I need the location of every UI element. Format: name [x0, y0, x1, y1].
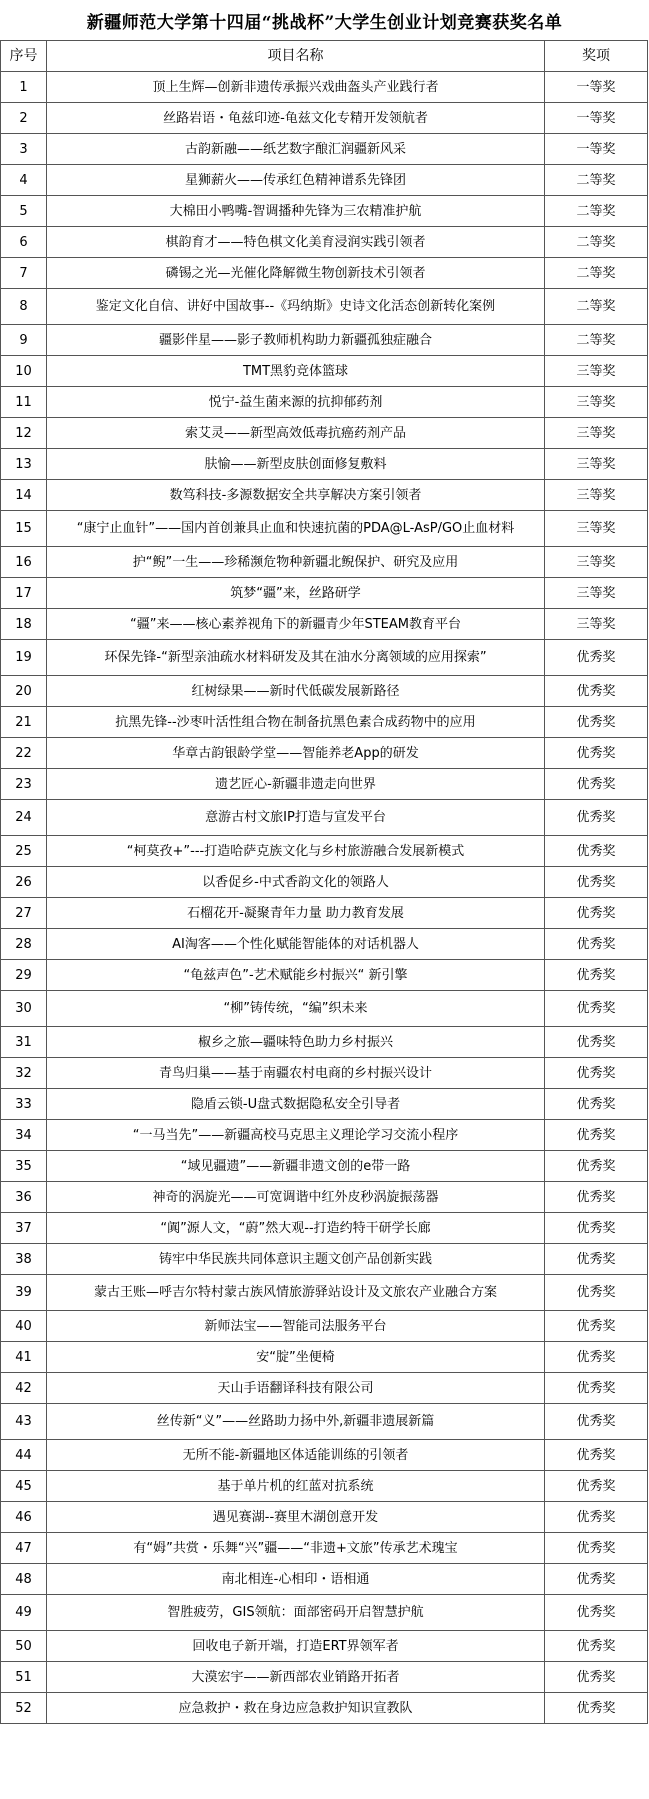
- table-row: [1, 707, 648, 738]
- row-number: 2: [1, 103, 47, 134]
- table-row: [1, 289, 648, 325]
- table-row: [1, 867, 648, 898]
- project-name: 神奇的涡旋光——可宽调谐中红外皮秒涡旋振荡器: [47, 1182, 545, 1213]
- table-row: [1, 1631, 648, 1662]
- table-row: [1, 1595, 648, 1631]
- project-name: 筑梦“疆”来，丝路研学: [47, 578, 545, 609]
- project-name: 天山手语翻译科技有限公司: [47, 1373, 545, 1404]
- row-number: 38: [1, 1244, 47, 1275]
- row-number: 34: [1, 1120, 47, 1151]
- table-row: [1, 418, 648, 449]
- project-name: “龟兹声色”-艺术赋能乡村振兴“ 新引擎: [47, 960, 545, 991]
- project-name: 索艾灵——新型高效低毒抗癌药剂产品: [47, 418, 545, 449]
- row-number: 16: [1, 547, 47, 578]
- row-number: 26: [1, 867, 47, 898]
- row-number: 9: [1, 325, 47, 356]
- award-level: 优秀奖: [545, 1213, 648, 1244]
- table-row: [1, 511, 648, 547]
- award-level: 优秀奖: [545, 898, 648, 929]
- project-name: 抗黑先锋--沙枣叶活性组合物在制备抗黑色素合成药物中的应用: [47, 707, 545, 738]
- project-name: “疆”来——核心素养视角下的新疆青少年STEAM教育平台: [47, 609, 545, 640]
- row-number: 31: [1, 1027, 47, 1058]
- table-row: [1, 578, 648, 609]
- award-level: 优秀奖: [545, 1373, 648, 1404]
- table-row: [1, 800, 648, 836]
- project-name: 有“姆”共赏・乐舞“兴”疆——“非遗+文旅”传承艺术瑰宝: [47, 1533, 545, 1564]
- award-level: 优秀奖: [545, 1342, 648, 1373]
- table-row: [1, 960, 648, 991]
- project-name: “一马当先”——新疆高校马克思主义理论学习交流小程序: [47, 1120, 545, 1151]
- row-number: 28: [1, 929, 47, 960]
- project-name: TMT黑豹竞体篮球: [47, 356, 545, 387]
- row-number: 27: [1, 898, 47, 929]
- table-row: [1, 609, 648, 640]
- table-row: [1, 449, 648, 480]
- row-number: 32: [1, 1058, 47, 1089]
- row-number: 3: [1, 134, 47, 165]
- award-level: 优秀奖: [545, 1693, 648, 1724]
- award-level: 优秀奖: [545, 1058, 648, 1089]
- award-level: 优秀奖: [545, 738, 648, 769]
- project-name: 遗艺匠心-新疆非遗走向世界: [47, 769, 545, 800]
- header-no: 序号: [1, 41, 47, 72]
- table-row: [1, 1502, 648, 1533]
- project-name: 大漠宏宇——新西部农业销路开拓者: [47, 1662, 545, 1693]
- project-name: 椒乡之旅—疆味特色助力乡村振兴: [47, 1027, 545, 1058]
- row-number: 7: [1, 258, 47, 289]
- row-number: 46: [1, 1502, 47, 1533]
- row-number: 25: [1, 836, 47, 867]
- row-number: 19: [1, 640, 47, 676]
- award-level: 三等奖: [545, 356, 648, 387]
- award-level: 优秀奖: [545, 867, 648, 898]
- table-row: [1, 1089, 648, 1120]
- project-name: 无所不能-新疆地区体适能训练的引领者: [47, 1440, 545, 1471]
- table-row: [1, 769, 648, 800]
- table-row: [1, 1373, 648, 1404]
- row-number: 14: [1, 480, 47, 511]
- row-number: 50: [1, 1631, 47, 1662]
- row-number: 22: [1, 738, 47, 769]
- table-row: [1, 1151, 648, 1182]
- table-row: [1, 547, 648, 578]
- award-level: 优秀奖: [545, 1244, 648, 1275]
- table-row: [1, 1027, 648, 1058]
- award-level: 二等奖: [545, 258, 648, 289]
- row-number: 44: [1, 1440, 47, 1471]
- row-number: 17: [1, 578, 47, 609]
- award-level: 三等奖: [545, 609, 648, 640]
- row-number: 47: [1, 1533, 47, 1564]
- row-number: 33: [1, 1089, 47, 1120]
- row-number: 43: [1, 1404, 47, 1440]
- award-level: 三等奖: [545, 511, 648, 547]
- row-number: 40: [1, 1311, 47, 1342]
- row-number: 11: [1, 387, 47, 418]
- project-name: “康宁止血针”——国内首创兼具止血和快速抗菌的PDA@L-AsP/GO止血材料: [47, 511, 545, 547]
- row-number: 49: [1, 1595, 47, 1631]
- award-level: 优秀奖: [545, 1440, 648, 1471]
- project-name: 铸牢中华民族共同体意识主题文创产品创新实践: [47, 1244, 545, 1275]
- row-number: 10: [1, 356, 47, 387]
- award-level: 优秀奖: [545, 960, 648, 991]
- table-row: [1, 929, 648, 960]
- award-level: 优秀奖: [545, 929, 648, 960]
- project-name: 丝传新“义”——丝路助力扬中外,新疆非遗展新篇: [47, 1404, 545, 1440]
- project-name: 新师法宝——智能司法服务平台: [47, 1311, 545, 1342]
- table-row: [1, 1471, 648, 1502]
- table-row: [1, 387, 648, 418]
- award-level: 优秀奖: [545, 1311, 648, 1342]
- table-row: [1, 325, 648, 356]
- table-row: [1, 356, 648, 387]
- table-row: [1, 1404, 648, 1440]
- table-row: [1, 836, 648, 867]
- row-number: 37: [1, 1213, 47, 1244]
- row-number: 52: [1, 1693, 47, 1724]
- project-name: 隐盾云锁-U盘式数据隐私安全引导者: [47, 1089, 545, 1120]
- table-row: [1, 1244, 648, 1275]
- project-name: 棋韵育才——特色棋文化美育浸润实践引领者: [47, 227, 545, 258]
- project-name: 丝路岩语・龟兹印迹-龟兹文化专精开发领航者: [47, 103, 545, 134]
- table-row: [1, 1662, 648, 1693]
- row-number: 23: [1, 769, 47, 800]
- table-row: [1, 72, 648, 103]
- row-number: 41: [1, 1342, 47, 1373]
- award-level: 优秀奖: [545, 1595, 648, 1631]
- award-level: 优秀奖: [545, 836, 648, 867]
- project-name: 大棉田小鸭嘴-智调播种先锋为三农精准护航: [47, 196, 545, 227]
- award-level: 三等奖: [545, 547, 648, 578]
- row-number: 6: [1, 227, 47, 258]
- row-number: 13: [1, 449, 47, 480]
- award-level: 优秀奖: [545, 1533, 648, 1564]
- row-number: 12: [1, 418, 47, 449]
- row-number: 30: [1, 991, 47, 1027]
- table-row: [1, 676, 648, 707]
- header-name: 项目名称: [47, 41, 545, 72]
- project-name: “柯莫孜+”---打造哈萨克族文化与乡村旅游融合发展新模式: [47, 836, 545, 867]
- project-name: 遇见赛湖--赛里木湖创意开发: [47, 1502, 545, 1533]
- award-level: 二等奖: [545, 325, 648, 356]
- table-row: [1, 738, 648, 769]
- table-row: [1, 227, 648, 258]
- table-row: [1, 991, 648, 1027]
- table-row: [1, 1275, 648, 1311]
- table-row: [1, 640, 648, 676]
- award-level: 一等奖: [545, 134, 648, 165]
- project-name: 蒙古王账—呼吉尔特村蒙古族风情旅游驿站设计及文旅农产业融合方案: [47, 1275, 545, 1311]
- award-level: 三等奖: [545, 387, 648, 418]
- award-level: 三等奖: [545, 480, 648, 511]
- row-number: 42: [1, 1373, 47, 1404]
- table-row: [1, 1213, 648, 1244]
- table-row: [1, 1533, 648, 1564]
- table-row: [1, 1564, 648, 1595]
- award-level: 优秀奖: [545, 676, 648, 707]
- award-level: 一等奖: [545, 103, 648, 134]
- project-name: 肤愉——新型皮肤创面修复敷料: [47, 449, 545, 480]
- award-level: 优秀奖: [545, 1120, 648, 1151]
- project-name: 意游古村文旅IP打造与宣发平台: [47, 800, 545, 836]
- award-level: 三等奖: [545, 578, 648, 609]
- award-level: 优秀奖: [545, 1182, 648, 1213]
- project-name: 以香促乡-中式香韵文化的领路人: [47, 867, 545, 898]
- row-number: 36: [1, 1182, 47, 1213]
- header-award: 奖项: [545, 41, 648, 72]
- project-name: 华章古韵银龄学堂——智能养老App的研发: [47, 738, 545, 769]
- project-name: 顶上生辉—创新非遗传承振兴戏曲盔头产业践行者: [47, 72, 545, 103]
- project-name: 南北相连-心相印・语相通: [47, 1564, 545, 1595]
- project-name: 石榴花开-凝聚青年力量 助力教育发展: [47, 898, 545, 929]
- award-level: 优秀奖: [545, 1404, 648, 1440]
- project-name: 星狮薪火——传承红色精神谱系先锋团: [47, 165, 545, 196]
- table-row: [1, 1311, 648, 1342]
- row-number: 4: [1, 165, 47, 196]
- table-header-row: [1, 41, 648, 72]
- project-name: 鉴定文化自信、讲好中国故事--《玛纳斯》史诗文化活态创新转化案例: [47, 289, 545, 325]
- project-name: 护“鲵”一生——珍稀濒危物种新疆北鲵保护、研究及应用: [47, 547, 545, 578]
- award-level: 优秀奖: [545, 640, 648, 676]
- table-row: [1, 1120, 648, 1151]
- row-number: 45: [1, 1471, 47, 1502]
- award-level: 优秀奖: [545, 1471, 648, 1502]
- award-level: 优秀奖: [545, 800, 648, 836]
- project-name: 基于单片机的红蓝对抗系统: [47, 1471, 545, 1502]
- table-row: [1, 258, 648, 289]
- award-level: 优秀奖: [545, 991, 648, 1027]
- row-number: 5: [1, 196, 47, 227]
- table-row: [1, 898, 648, 929]
- award-level: 一等奖: [545, 72, 648, 103]
- table-row: [1, 480, 648, 511]
- award-level: 优秀奖: [545, 1151, 648, 1182]
- document-title: 新疆师范大学第十四届“挑战杯”大学生创业计划竞赛获奖名单: [86, 12, 563, 33]
- award-level: 二等奖: [545, 227, 648, 258]
- award-level: 优秀奖: [545, 769, 648, 800]
- award-level: 优秀奖: [545, 707, 648, 738]
- table-row: [1, 196, 648, 227]
- project-name: 智胜疲劳，GIS领航：面部密码开启智慧护航: [47, 1595, 545, 1631]
- row-number: 15: [1, 511, 47, 547]
- table-row: [1, 103, 648, 134]
- project-name: 安“腚”坐便椅: [47, 1342, 545, 1373]
- row-number: 29: [1, 960, 47, 991]
- project-name: 数笃科技-多源数据安全共享解决方案引领者: [47, 480, 545, 511]
- project-name: 疆影伴星——影子教师机构助力新疆孤独症融合: [47, 325, 545, 356]
- award-level: 优秀奖: [545, 1089, 648, 1120]
- award-level: 二等奖: [545, 196, 648, 227]
- row-number: 39: [1, 1275, 47, 1311]
- row-number: 18: [1, 609, 47, 640]
- table-row: [1, 1342, 648, 1373]
- row-number: 48: [1, 1564, 47, 1595]
- award-level: 优秀奖: [545, 1275, 648, 1311]
- project-name: 磷锡之光—光催化降解微生物创新技术引领者: [47, 258, 545, 289]
- table-row: [1, 165, 648, 196]
- project-name: 环保先锋-“新型亲油疏水材料研发及其在油水分离领域的应用探索”: [47, 640, 545, 676]
- award-level: 二等奖: [545, 165, 648, 196]
- award-level: 二等奖: [545, 289, 648, 325]
- award-level: 优秀奖: [545, 1662, 648, 1693]
- row-number: 20: [1, 676, 47, 707]
- row-number: 1: [1, 72, 47, 103]
- row-number: 51: [1, 1662, 47, 1693]
- award-table: [0, 40, 648, 1724]
- project-name: 青鸟归巢——基于南疆农村电商的乡村振兴设计: [47, 1058, 545, 1089]
- table-row: [1, 1693, 648, 1724]
- award-level: 三等奖: [545, 449, 648, 480]
- project-name: 古韵新融——纸艺数字酿汇润疆新风采: [47, 134, 545, 165]
- table-row: [1, 1440, 648, 1471]
- award-level: 优秀奖: [545, 1631, 648, 1662]
- award-level: 三等奖: [545, 418, 648, 449]
- project-name: 红树绿果——新时代低碳发展新路径: [47, 676, 545, 707]
- row-number: 8: [1, 289, 47, 325]
- award-level: 优秀奖: [545, 1027, 648, 1058]
- project-name: 悦宁-益生菌来源的抗抑郁药剂: [47, 387, 545, 418]
- row-number: 35: [1, 1151, 47, 1182]
- project-name: 应急救护・救在身边应急救护知识宣教队: [47, 1693, 545, 1724]
- table-row: [1, 134, 648, 165]
- project-name: “阗”源人文，“蔚”然大观--打造约特干研学长廊: [47, 1213, 545, 1244]
- table-row: [1, 1182, 648, 1213]
- project-name: AI淘客——个性化赋能智能体的对话机器人: [47, 929, 545, 960]
- award-level: 优秀奖: [545, 1502, 648, 1533]
- project-name: “域见疆遗”——新疆非遗文创的e带一路: [47, 1151, 545, 1182]
- project-name: “柳”铸传统，“编”织未来: [47, 991, 545, 1027]
- row-number: 24: [1, 800, 47, 836]
- table-row: [1, 1058, 648, 1089]
- project-name: 回收电子新开端，打造ERT界领军者: [47, 1631, 545, 1662]
- award-level: 优秀奖: [545, 1564, 648, 1595]
- row-number: 21: [1, 707, 47, 738]
